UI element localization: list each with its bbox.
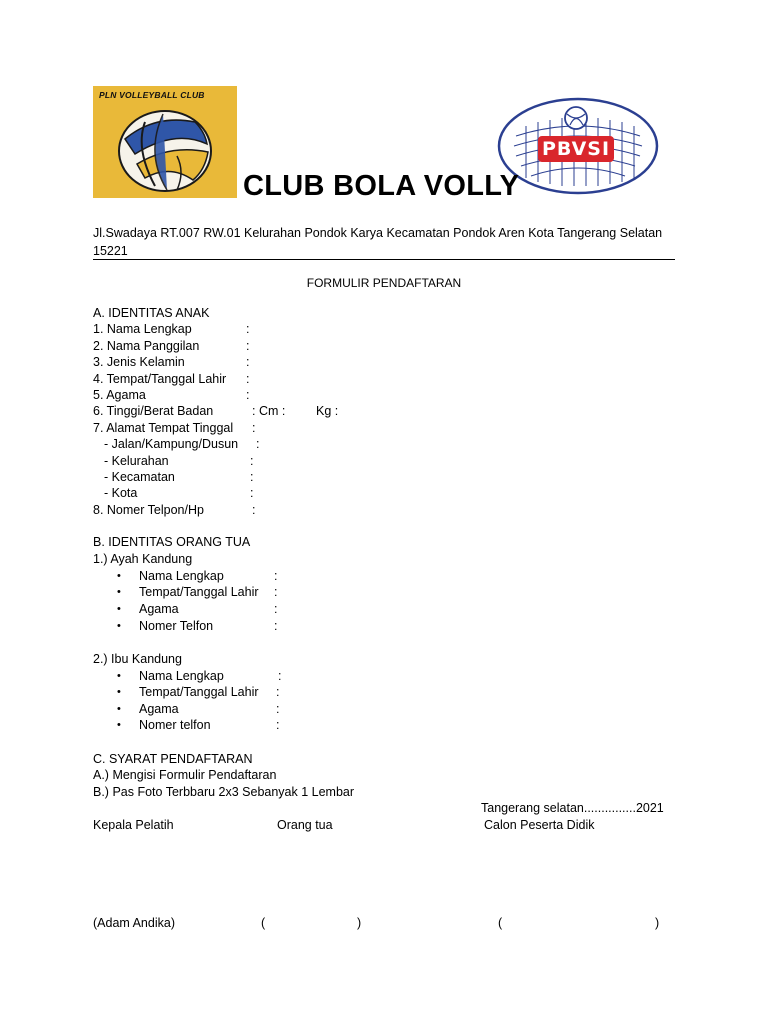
volleyball-icon bbox=[115, 104, 215, 194]
field-separator: : bbox=[250, 486, 254, 500]
section-a-heading: A. IDENTITAS ANAK bbox=[93, 306, 210, 320]
bullet-icon: • bbox=[117, 570, 121, 582]
field-label: - Kota bbox=[104, 486, 138, 500]
bullet-icon: • bbox=[117, 686, 121, 698]
field-separator: : bbox=[250, 454, 254, 468]
club-address: Jl.Swadaya RT.007 RW.01 Kelurahan Pondok Karya Kecamatan Pondok Aren Kota Tangerang Selatan 15221 bbox=[93, 226, 663, 258]
field-separator: : bbox=[274, 602, 278, 616]
section-c-heading: C. SYARAT PENDAFTARAN bbox=[93, 752, 253, 766]
weight-unit: Kg : bbox=[316, 404, 339, 418]
field-separator: : bbox=[256, 437, 260, 451]
field-separator: : bbox=[274, 585, 278, 599]
field-label: 6. Tinggi/Berat Badan bbox=[93, 404, 214, 418]
field-separator: : bbox=[246, 339, 250, 353]
field-separator: : bbox=[276, 718, 280, 732]
bullet-icon: • bbox=[117, 703, 121, 715]
club-title: CLUB BOLA VOLLY bbox=[243, 170, 520, 202]
field-label: 3. Jenis Kelamin bbox=[93, 355, 185, 369]
field-label: 4. Tempat/Tanggal Lahir bbox=[93, 372, 227, 386]
field-separator: : bbox=[252, 503, 256, 517]
field-separator: : Cm : bbox=[252, 404, 286, 418]
field-separator: : bbox=[278, 669, 282, 683]
field-label: 5. Agama bbox=[93, 388, 146, 402]
list-item-label: Nama Lengkap bbox=[139, 569, 224, 583]
parent-signature-close: ) bbox=[357, 916, 362, 930]
bullet-icon: • bbox=[117, 586, 121, 598]
logo-left-text: PLN VOLLEYBALL CLUB bbox=[99, 90, 205, 100]
field-label: - Jalan/Kampung/Dusun bbox=[104, 437, 239, 451]
requirement-item: A.) Mengisi Formulir Pendaftaran bbox=[93, 768, 277, 782]
pbvsi-text: PBVSI bbox=[541, 138, 611, 160]
field-label: - Kelurahan bbox=[104, 454, 169, 468]
pln-volleyball-club-logo bbox=[93, 86, 237, 198]
field-separator: : bbox=[246, 322, 250, 336]
field-label: 8. Nomer Telpon/Hp bbox=[93, 503, 204, 517]
candidate-signature-close: ) bbox=[655, 916, 660, 930]
bullet-icon: • bbox=[117, 620, 121, 632]
list-item-label: Agama bbox=[139, 702, 179, 716]
field-separator: : bbox=[246, 372, 250, 386]
mother-label: 2.) Ibu Kandung bbox=[93, 652, 182, 666]
coach-name: (Adam Andika) bbox=[93, 916, 175, 930]
field-label: - Kecamatan bbox=[104, 470, 175, 484]
father-label: 1.) Ayah Kandung bbox=[93, 552, 193, 566]
list-item-label: Tempat/Tanggal Lahir bbox=[139, 585, 259, 599]
role-parent: Orang tua bbox=[277, 818, 333, 832]
list-item-label: Nomer Telfon bbox=[139, 619, 214, 633]
header-divider bbox=[93, 259, 675, 260]
form-title: FORMULIR PENDAFTARAN bbox=[306, 276, 462, 290]
field-label: 2. Nama Panggilan bbox=[93, 339, 200, 353]
field-label: 7. Alamat Tempat Tinggal bbox=[93, 421, 234, 435]
field-separator: : bbox=[246, 388, 250, 402]
bullet-icon: • bbox=[117, 670, 121, 682]
place-date: Tangerang selatan...............2021 bbox=[481, 801, 664, 815]
field-separator: : bbox=[246, 355, 250, 369]
field-separator: : bbox=[274, 619, 278, 633]
candidate-signature-open: ( bbox=[498, 916, 503, 930]
field-separator: : bbox=[252, 421, 256, 435]
field-separator: : bbox=[276, 702, 280, 716]
bullet-icon: • bbox=[117, 719, 121, 731]
field-separator: : bbox=[250, 470, 254, 484]
list-item-label: Agama bbox=[139, 602, 179, 616]
field-separator: : bbox=[274, 569, 278, 583]
list-item-label: Nama Lengkap bbox=[139, 669, 224, 683]
parent-signature-open: ( bbox=[261, 916, 266, 930]
role-coach: Kepala Pelatih bbox=[93, 818, 174, 832]
field-label: 1. Nama Lengkap bbox=[93, 322, 192, 336]
list-item-label: Nomer telfon bbox=[139, 718, 211, 732]
role-candidate: Calon Peserta Didik bbox=[484, 818, 595, 832]
section-b-heading: B. IDENTITAS ORANG TUA bbox=[93, 535, 251, 549]
field-separator: : bbox=[276, 685, 280, 699]
bullet-icon: • bbox=[117, 603, 121, 615]
pbvsi-logo bbox=[496, 96, 660, 196]
requirement-item: B.) Pas Foto Terbbaru 2x3 Sebanyak 1 Lembar bbox=[93, 785, 355, 799]
list-item-label: Tempat/Tanggal Lahir bbox=[139, 685, 259, 699]
